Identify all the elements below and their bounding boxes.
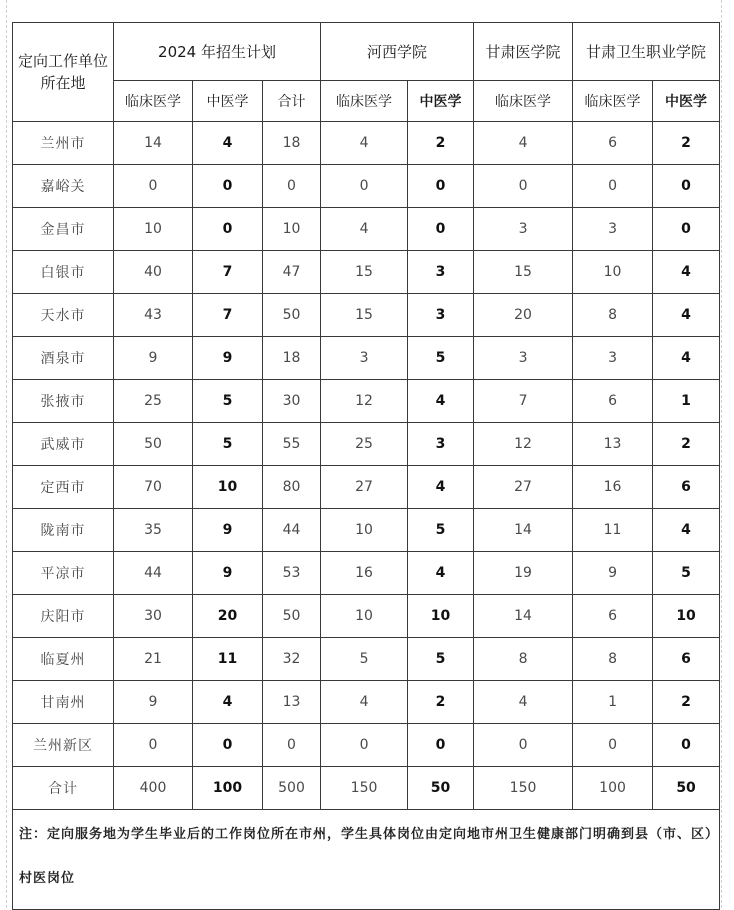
region-cell: 酒泉市 [13, 337, 114, 380]
value-cell: 2 [408, 122, 474, 165]
region-cell: 陇南市 [13, 509, 114, 552]
table-row [13, 380, 720, 423]
table-row [13, 466, 720, 509]
table-row [13, 509, 720, 552]
value-cell: 15 [474, 251, 573, 294]
value-cell: 40 [114, 251, 193, 294]
value-cell: 6 [653, 638, 720, 681]
value-cell: 50 [114, 423, 193, 466]
value-cell: 2 [653, 423, 720, 466]
value-cell: 5 [193, 380, 263, 423]
value-cell: 0 [474, 165, 573, 208]
col-header: 临床医学 [573, 81, 653, 122]
value-cell: 14 [474, 595, 573, 638]
value-cell: 9 [193, 552, 263, 595]
value-cell: 3 [408, 294, 474, 337]
value-cell: 0 [573, 165, 653, 208]
value-cell: 4 [408, 380, 474, 423]
value-cell: 10 [408, 595, 474, 638]
value-cell: 3 [408, 251, 474, 294]
value-cell: 0 [653, 165, 720, 208]
value-cell: 9 [193, 337, 263, 380]
header-row-majors [13, 81, 720, 122]
value-cell: 15 [321, 294, 408, 337]
value-cell: 12 [474, 423, 573, 466]
value-cell: 5 [193, 423, 263, 466]
corner-header: 定向工作单位所在地 [13, 23, 114, 122]
table-row [13, 337, 720, 380]
value-cell: 500 [263, 767, 321, 810]
value-cell: 3 [573, 208, 653, 251]
value-cell: 50 [263, 294, 321, 337]
value-cell: 3 [474, 208, 573, 251]
value-cell: 43 [114, 294, 193, 337]
table-row [13, 122, 720, 165]
value-cell: 4 [653, 251, 720, 294]
value-cell: 6 [573, 380, 653, 423]
value-cell: 5 [408, 337, 474, 380]
region-cell: 白银市 [13, 251, 114, 294]
value-cell: 16 [321, 552, 408, 595]
value-cell: 10 [573, 251, 653, 294]
value-cell: 30 [114, 595, 193, 638]
value-cell: 10 [321, 509, 408, 552]
value-cell: 7 [193, 294, 263, 337]
value-cell: 10 [193, 466, 263, 509]
value-cell: 150 [321, 767, 408, 810]
region-cell: 临夏州 [13, 638, 114, 681]
col-header: 中医学 [408, 81, 474, 122]
value-cell: 32 [263, 638, 321, 681]
group-header-gansu-medical: 甘肃医学院 [474, 23, 573, 81]
value-cell: 50 [263, 595, 321, 638]
value-cell: 18 [263, 122, 321, 165]
value-cell: 400 [114, 767, 193, 810]
value-cell: 20 [474, 294, 573, 337]
region-cell: 张掖市 [13, 380, 114, 423]
value-cell: 150 [474, 767, 573, 810]
table-row [13, 638, 720, 681]
value-cell: 5 [321, 638, 408, 681]
note-row [13, 810, 720, 910]
region-cell: 甘南州 [13, 681, 114, 724]
group-header-hexi: 河西学院 [321, 23, 474, 81]
table-row [13, 681, 720, 724]
value-cell: 0 [408, 165, 474, 208]
value-cell: 47 [263, 251, 321, 294]
region-cell: 金昌市 [13, 208, 114, 251]
value-cell: 18 [263, 337, 321, 380]
region-cell: 平凉市 [13, 552, 114, 595]
value-cell: 25 [321, 423, 408, 466]
region-cell: 天水市 [13, 294, 114, 337]
col-header: 临床医学 [474, 81, 573, 122]
value-cell: 70 [114, 466, 193, 509]
value-cell: 3 [474, 337, 573, 380]
region-cell: 庆阳市 [13, 595, 114, 638]
value-cell: 100 [193, 767, 263, 810]
table-row [13, 595, 720, 638]
value-cell: 16 [573, 466, 653, 509]
group-header-gansu-health-vocational: 甘肃卫生职业学院 [573, 23, 720, 81]
value-cell: 3 [573, 337, 653, 380]
value-cell: 19 [474, 552, 573, 595]
table-row [13, 423, 720, 466]
value-cell: 9 [573, 552, 653, 595]
value-cell: 13 [573, 423, 653, 466]
value-cell: 4 [321, 208, 408, 251]
value-cell: 0 [193, 208, 263, 251]
col-header: 中医学 [653, 81, 720, 122]
value-cell: 6 [573, 122, 653, 165]
table-row [13, 552, 720, 595]
value-cell: 12 [321, 380, 408, 423]
value-cell: 55 [263, 423, 321, 466]
value-cell: 35 [114, 509, 193, 552]
value-cell: 20 [193, 595, 263, 638]
value-cell: 3 [408, 423, 474, 466]
col-header: 中医学 [193, 81, 263, 122]
value-cell: 9 [114, 681, 193, 724]
group-header-plan: 2024 年招生计划 [114, 23, 321, 81]
value-cell: 14 [474, 509, 573, 552]
value-cell: 0 [263, 165, 321, 208]
value-cell: 2 [653, 122, 720, 165]
value-cell: 0 [653, 724, 720, 767]
value-cell: 1 [653, 380, 720, 423]
value-cell: 5 [408, 638, 474, 681]
value-cell: 6 [653, 466, 720, 509]
region-cell: 武威市 [13, 423, 114, 466]
value-cell: 0 [193, 724, 263, 767]
enrollment-plan-table [12, 22, 720, 910]
value-cell: 2 [408, 681, 474, 724]
footnote: 注：定向服务地为学生毕业后的工作岗位所在市州，学生具体岗位由定向地市州卫生健康部门明确到县（市、区）村医岗位 [13, 810, 720, 910]
value-cell: 10 [263, 208, 321, 251]
value-cell: 15 [321, 251, 408, 294]
region-cell: 定西市 [13, 466, 114, 509]
value-cell: 0 [321, 165, 408, 208]
value-cell: 0 [114, 165, 193, 208]
value-cell: 4 [193, 122, 263, 165]
value-cell: 50 [408, 767, 474, 810]
value-cell: 13 [263, 681, 321, 724]
value-cell: 30 [263, 380, 321, 423]
value-cell: 0 [474, 724, 573, 767]
region-cell: 嘉峪关 [13, 165, 114, 208]
value-cell: 8 [474, 638, 573, 681]
value-cell: 4 [408, 552, 474, 595]
region-cell: 兰州市 [13, 122, 114, 165]
value-cell: 11 [573, 509, 653, 552]
value-cell: 5 [408, 509, 474, 552]
value-cell: 7 [193, 251, 263, 294]
value-cell: 4 [321, 681, 408, 724]
value-cell: 11 [193, 638, 263, 681]
value-cell: 10 [114, 208, 193, 251]
value-cell: 0 [193, 165, 263, 208]
value-cell: 80 [263, 466, 321, 509]
value-cell: 100 [573, 767, 653, 810]
table-row [13, 165, 720, 208]
value-cell: 7 [474, 380, 573, 423]
value-cell: 4 [408, 466, 474, 509]
table-row [13, 208, 720, 251]
value-cell: 14 [114, 122, 193, 165]
value-cell: 8 [573, 294, 653, 337]
value-cell: 9 [193, 509, 263, 552]
table-row [13, 251, 720, 294]
value-cell: 0 [408, 724, 474, 767]
col-header: 临床医学 [321, 81, 408, 122]
value-cell: 44 [263, 509, 321, 552]
value-cell: 6 [573, 595, 653, 638]
value-cell: 4 [653, 294, 720, 337]
table-row [13, 294, 720, 337]
region-cell: 兰州新区 [13, 724, 114, 767]
value-cell: 27 [474, 466, 573, 509]
value-cell: 44 [114, 552, 193, 595]
value-cell: 0 [573, 724, 653, 767]
header-row-groups [13, 23, 720, 81]
value-cell: 10 [653, 595, 720, 638]
value-cell: 4 [193, 681, 263, 724]
col-header: 合计 [263, 81, 321, 122]
value-cell: 4 [474, 122, 573, 165]
col-header: 临床医学 [114, 81, 193, 122]
value-cell: 0 [114, 724, 193, 767]
value-cell: 4 [474, 681, 573, 724]
value-cell: 5 [653, 552, 720, 595]
value-cell: 53 [263, 552, 321, 595]
value-cell: 0 [408, 208, 474, 251]
value-cell: 2 [653, 681, 720, 724]
value-cell: 8 [573, 638, 653, 681]
value-cell: 0 [653, 208, 720, 251]
value-cell: 9 [114, 337, 193, 380]
value-cell: 3 [321, 337, 408, 380]
value-cell: 25 [114, 380, 193, 423]
region-cell: 合计 [13, 767, 114, 810]
value-cell: 0 [321, 724, 408, 767]
value-cell: 4 [653, 337, 720, 380]
value-cell: 27 [321, 466, 408, 509]
table-row [13, 767, 720, 810]
table-row [13, 724, 720, 767]
value-cell: 21 [114, 638, 193, 681]
value-cell: 1 [573, 681, 653, 724]
value-cell: 4 [653, 509, 720, 552]
value-cell: 0 [263, 724, 321, 767]
value-cell: 4 [321, 122, 408, 165]
value-cell: 50 [653, 767, 720, 810]
value-cell: 10 [321, 595, 408, 638]
